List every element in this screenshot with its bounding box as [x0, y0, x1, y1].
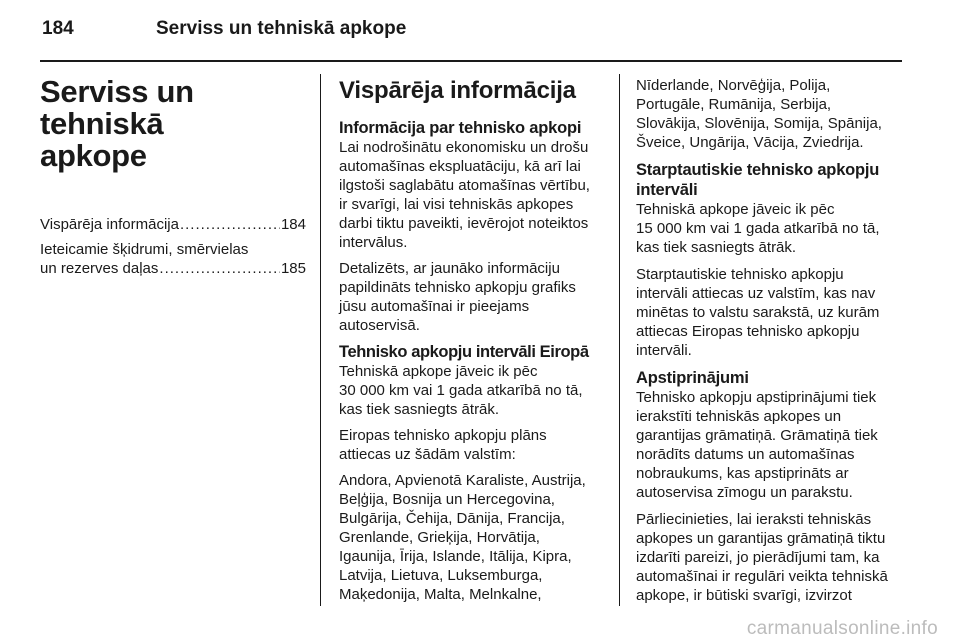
toc-entry-line2: [40, 259, 306, 278]
toc-leader-dots: [159, 259, 280, 278]
toc-entry-page: 184: [280, 216, 306, 233]
confirm-heading: Apstiprinājumi: [636, 369, 749, 387]
intl-paragraph-1: Tehniskā apkope jāveic ik pēc 15 000 km vai 1 gada atkarībā no tā, kas tiek sasniegts ātrāk.: [636, 201, 880, 256]
europe-block: [339, 342, 606, 604]
toc-entry-fluids[interactable]: [40, 240, 306, 278]
page-header: [40, 14, 902, 54]
intl-block: [636, 160, 904, 360]
column-2: [339, 70, 606, 611]
column-1: [40, 70, 306, 284]
column-3: [636, 70, 904, 613]
section-title: Vispārēja informācija: [339, 77, 576, 104]
chapter-title: [40, 76, 306, 172]
toc-leader-dots: [180, 215, 280, 234]
page-number: 184: [42, 18, 74, 39]
info-paragraph-1: Lai nodrošinātu ekonomisku un drošu automašīnas ekspluatāciju, kā arī lai ilgstoši saglabātu atomašīnas vērtību, ir svarīgi, lai visi tehniskās apkopes darbi tiktu paveikti, ievērojot noteiktos intervālus.: [339, 139, 590, 251]
info-heading: Informācija par tehnisko apkopi: [339, 119, 582, 137]
chapter-title-text: Serviss un tehniskā apkope: [40, 74, 194, 173]
europe-heading: Tehnisko apkopju intervāli Eiropā: [339, 343, 589, 361]
toc-entry-general-info[interactable]: [40, 215, 306, 234]
europe-paragraph-2: Eiropas tehnisko apkopju plāns attiecas uz šādām valstīm:: [339, 427, 547, 463]
running-title: Serviss un tehniskā apkope: [156, 18, 407, 39]
intl-paragraph-2: Starptautiskie tehnisko apkopju intervāli attiecas uz valstīm, kas nav minētas to valstu sarakstā, uz kurām attiecas Eiropas tehnisko apkopju intervāli.: [636, 266, 880, 359]
table-of-contents: [40, 215, 306, 278]
europe-paragraph-1: Tehniskā apkope jāveic ik pēc 30 000 km vai 1 gada atkarībā no tā, kas tiek sasniegts ātrāk.: [339, 363, 583, 418]
column-divider: [619, 74, 620, 606]
header-rule: [40, 60, 902, 62]
toc-entry-label: un rezerves daļas: [40, 260, 159, 277]
toc-entry-page: 185: [280, 260, 306, 277]
europe-countries-continued: Nīderlande, Norvēģija, Polija, Portugāle, Rumānija, Serbija, Slovākija, Slovēnija, Somija, Spānija, Šveice, Ungārija, Vācija, Zviedrija.: [636, 77, 882, 151]
column-divider: [320, 74, 321, 606]
toc-entry-label-line1: Ieteicamie šķidrumi, smērvielas: [40, 241, 249, 258]
toc-entry-label: Vispārēja informācija: [40, 216, 179, 233]
confirm-paragraph-1: Tehnisko apkopju apstiprinājumi tiek ierakstīti tehniskās apkopes un garantijas grāmatiņā. Grāmatiņā tiek norādīts datums un automašīnas nobraukums, kas apstiprināts ar autoservisa zīmogu un parakstu.: [636, 389, 878, 501]
intl-heading: Starptautiskie tehnisko apkopju intervāli: [636, 161, 880, 199]
watermark: carmanualsonline.info: [746, 618, 938, 639]
europe-countries: Andora, Apvienotā Karaliste, Austrija, Beļģija, Bosnija un Hercegovina, Bulgārija, Čehija, Dānija, Francija, Grenlande, Grieķija, Horvātija, Igaunija, Īrija, Islande, Itālija, Kipra, Latvija, Lietuva, Luksemburga, Maķedonija, Malta, Melnkalne,: [339, 472, 586, 603]
info-paragraph-2: Detalizēts, ar jaunāko informāciju papildināts tehnisko apkopju grafiks jūsu automašīnai ir pieejams autoservisā.: [339, 260, 576, 334]
info-block: [339, 118, 606, 335]
confirm-paragraph-2: Pārliecinieties, lai ieraksti tehniskās apkopes un garantijas grāmatiņā tiktu izdarīti pareizi, jo pierādījumi tam, ka automašīnai ir regulāri veikta tehniskā apkope, ir būtiski svarīgi, izvirzot: [636, 511, 888, 604]
confirm-block: [636, 368, 904, 605]
